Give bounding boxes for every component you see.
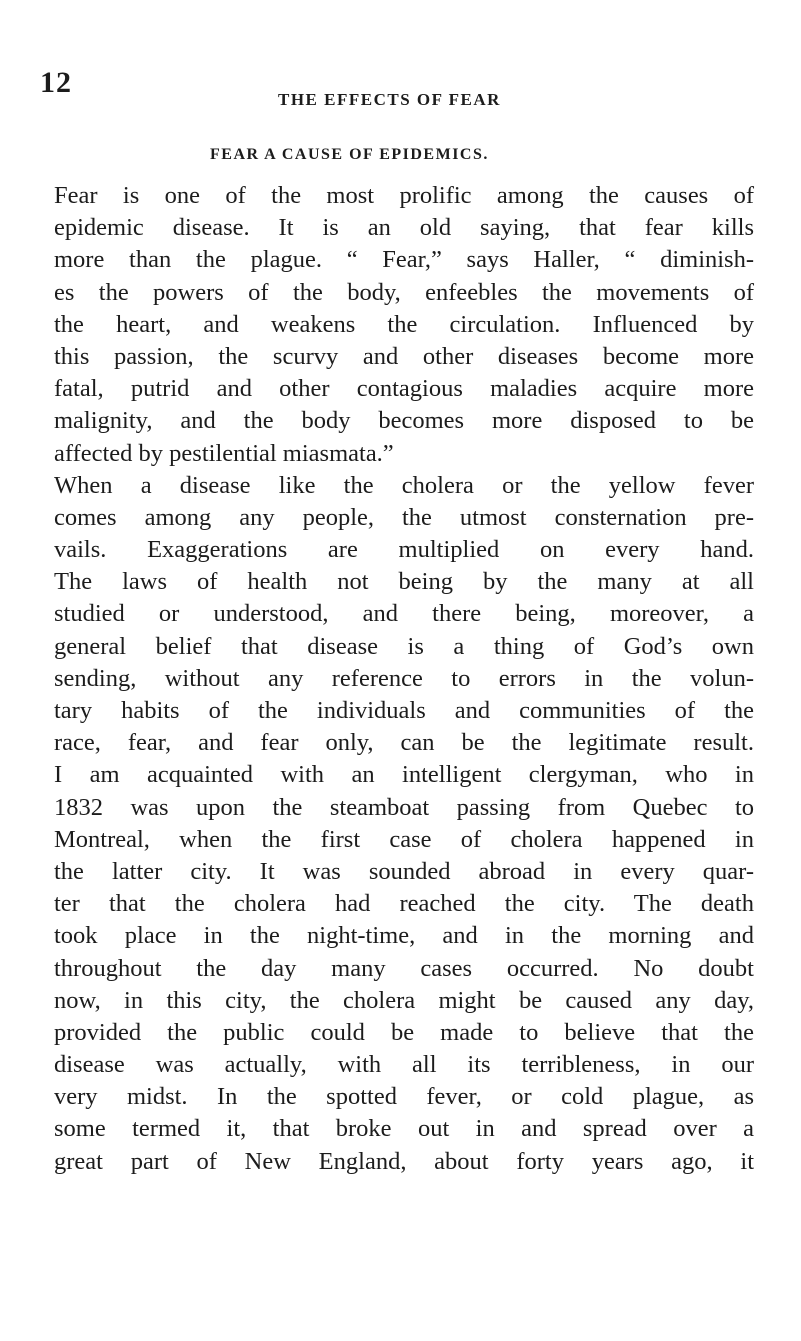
text-line: very midst. In the spotted fever, or cold plague, as: [54, 1083, 754, 1111]
text-line: When a disease like the cholera or the yellow fever: [54, 471, 754, 499]
text-line: Montreal, when the first case of cholera happened in: [54, 825, 754, 853]
text-line: provided the public could be made to believe that the: [54, 1018, 754, 1046]
text-line: ter that the cholera had reached the city. The death: [54, 890, 754, 918]
text-line: this passion, the scurvy and other diseases become more: [54, 342, 754, 370]
text-line: more than the plague. “ Fear,” says Haller, “ diminish-: [54, 246, 754, 274]
text-line: sending, without any reference to errors in the volun-: [54, 664, 754, 692]
text-line: throughout the day many cases occurred. No doubt: [54, 954, 754, 982]
section-heading: FEAR A CAUSE OF EPIDEMICS.: [210, 146, 489, 163]
text-line: disease was actually, with all its terribleness, in our: [54, 1051, 754, 1079]
text-line: comes among any people, the utmost consternation pre-: [54, 503, 754, 531]
text-line: took place in the night-time, and in the morning and: [54, 922, 754, 950]
text-line: 1832 was upon the steamboat passing from Quebec to: [54, 793, 754, 821]
text-line: The laws of health not being by the many at all: [54, 568, 754, 596]
text-line: the heart, and weakens the circulation. Influenced by: [54, 310, 754, 338]
text-line: fatal, putrid and other contagious maladies acquire more: [54, 375, 754, 403]
running-head: THE EFFECTS OF FEAR: [278, 90, 501, 109]
text-line: studied or understood, and there being, moreover, a: [54, 600, 754, 628]
text-line: great part of New England, about forty years ago, it: [54, 1147, 754, 1175]
text-line: tary habits of the individuals and communities of the: [54, 697, 754, 724]
text-line: affected by pestilential miasmata.”: [54, 439, 394, 467]
body-text: [54, 180, 754, 1178]
page-number: 12: [40, 66, 72, 99]
text-line: epidemic disease. It is an old saying, that fear kills: [54, 214, 754, 242]
text-line: race, fear, and fear only, can be the legitimate result.: [54, 729, 754, 757]
text-line: Fear is one of the most prolific among the causes of: [54, 182, 754, 209]
text-line: vails. Exaggerations are multiplied on every hand.: [54, 536, 754, 564]
text-line: malignity, and the body becomes more disposed to be: [54, 407, 754, 435]
text-line: es the powers of the body, enfeebles the movements of: [54, 278, 754, 306]
text-line: now, in this city, the cholera might be caused any day,: [54, 986, 754, 1014]
text-line: general belief that disease is a thing of God’s own: [54, 632, 754, 660]
text-line: I am acquainted with an intelligent clergyman, who in: [54, 761, 754, 789]
text-line: the latter city. It was sounded abroad in every quar-: [54, 857, 754, 885]
text-line: some termed it, that broke out in and spread over a: [54, 1115, 754, 1143]
